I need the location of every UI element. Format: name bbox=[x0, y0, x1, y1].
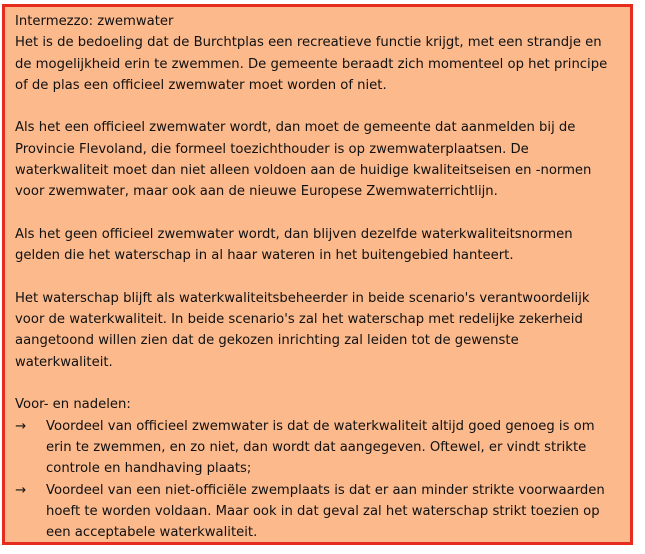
paragraph: Als het geen officieel zwemwater wordt, dan blijven dezelfde waterkwaliteitsnormen gelden die het waterschap in al haar wateren in het buitengebied hanteert. bbox=[15, 226, 573, 264]
list-item bbox=[15, 480, 620, 544]
list-item bbox=[15, 416, 620, 480]
arrow-right-icon: → bbox=[15, 482, 27, 498]
list-item-text: Voordeel van officieel zwemwater is dat de waterkwaliteit altijd goed genoeg is om erin te zwemmen, en zo niet, dan wordt dat aangegeven. Oftewel, er vindt strikte controle en handhaving plaats; bbox=[46, 418, 595, 477]
info-box bbox=[2, 4, 633, 545]
arrow-right-icon: → bbox=[15, 418, 27, 434]
pros-cons-list bbox=[15, 416, 620, 544]
paragraph: Het waterschap blijft als waterkwaliteitsbeheerder in beide scenario's verantwoordelijk voor de waterkwaliteit. In beide scenario's zal het waterschap met redelijke zekerheid aangetoond willen zien dat de gekozen inrichting zal leiden tot de gewenste waterkwaliteit. bbox=[15, 290, 590, 370]
paragraph: Als het een officieel zwemwater wordt, dan moet de gemeente dat aanmelden bij de Provincie Flevoland, die formeel toezichthouder is op zwemwaterplaatsen. De waterkwaliteit moet dan niet alleen voldoen aan de huidige kwaliteitseisen en -normen voor zwemwater, maar ook aan de nieuwe Europese Zwemwaterrichtlijn. bbox=[15, 120, 592, 200]
paragraph: Het is de bedoeling dat de Burchtplas een recreatieve functie krijgt, met een strandje en de mogelijkheid erin te zwemmen. De gemeente beraadt zich momenteel op het principe of de plas een officieel zwemwater moet worden of niet. bbox=[15, 35, 608, 93]
box-title: Intermezzo: zwemwater bbox=[15, 14, 174, 29]
list-item-text: Voordeel van een niet-officiële zwemplaats is dat er aan minder strikte voorwaarden hoeft te worden voldaan. Maar ook in dat geval zal het waterschap strikt toezien op een acceptabele waterkwaliteit. bbox=[46, 482, 605, 541]
list-heading: Voor- en nadelen: bbox=[15, 397, 131, 413]
